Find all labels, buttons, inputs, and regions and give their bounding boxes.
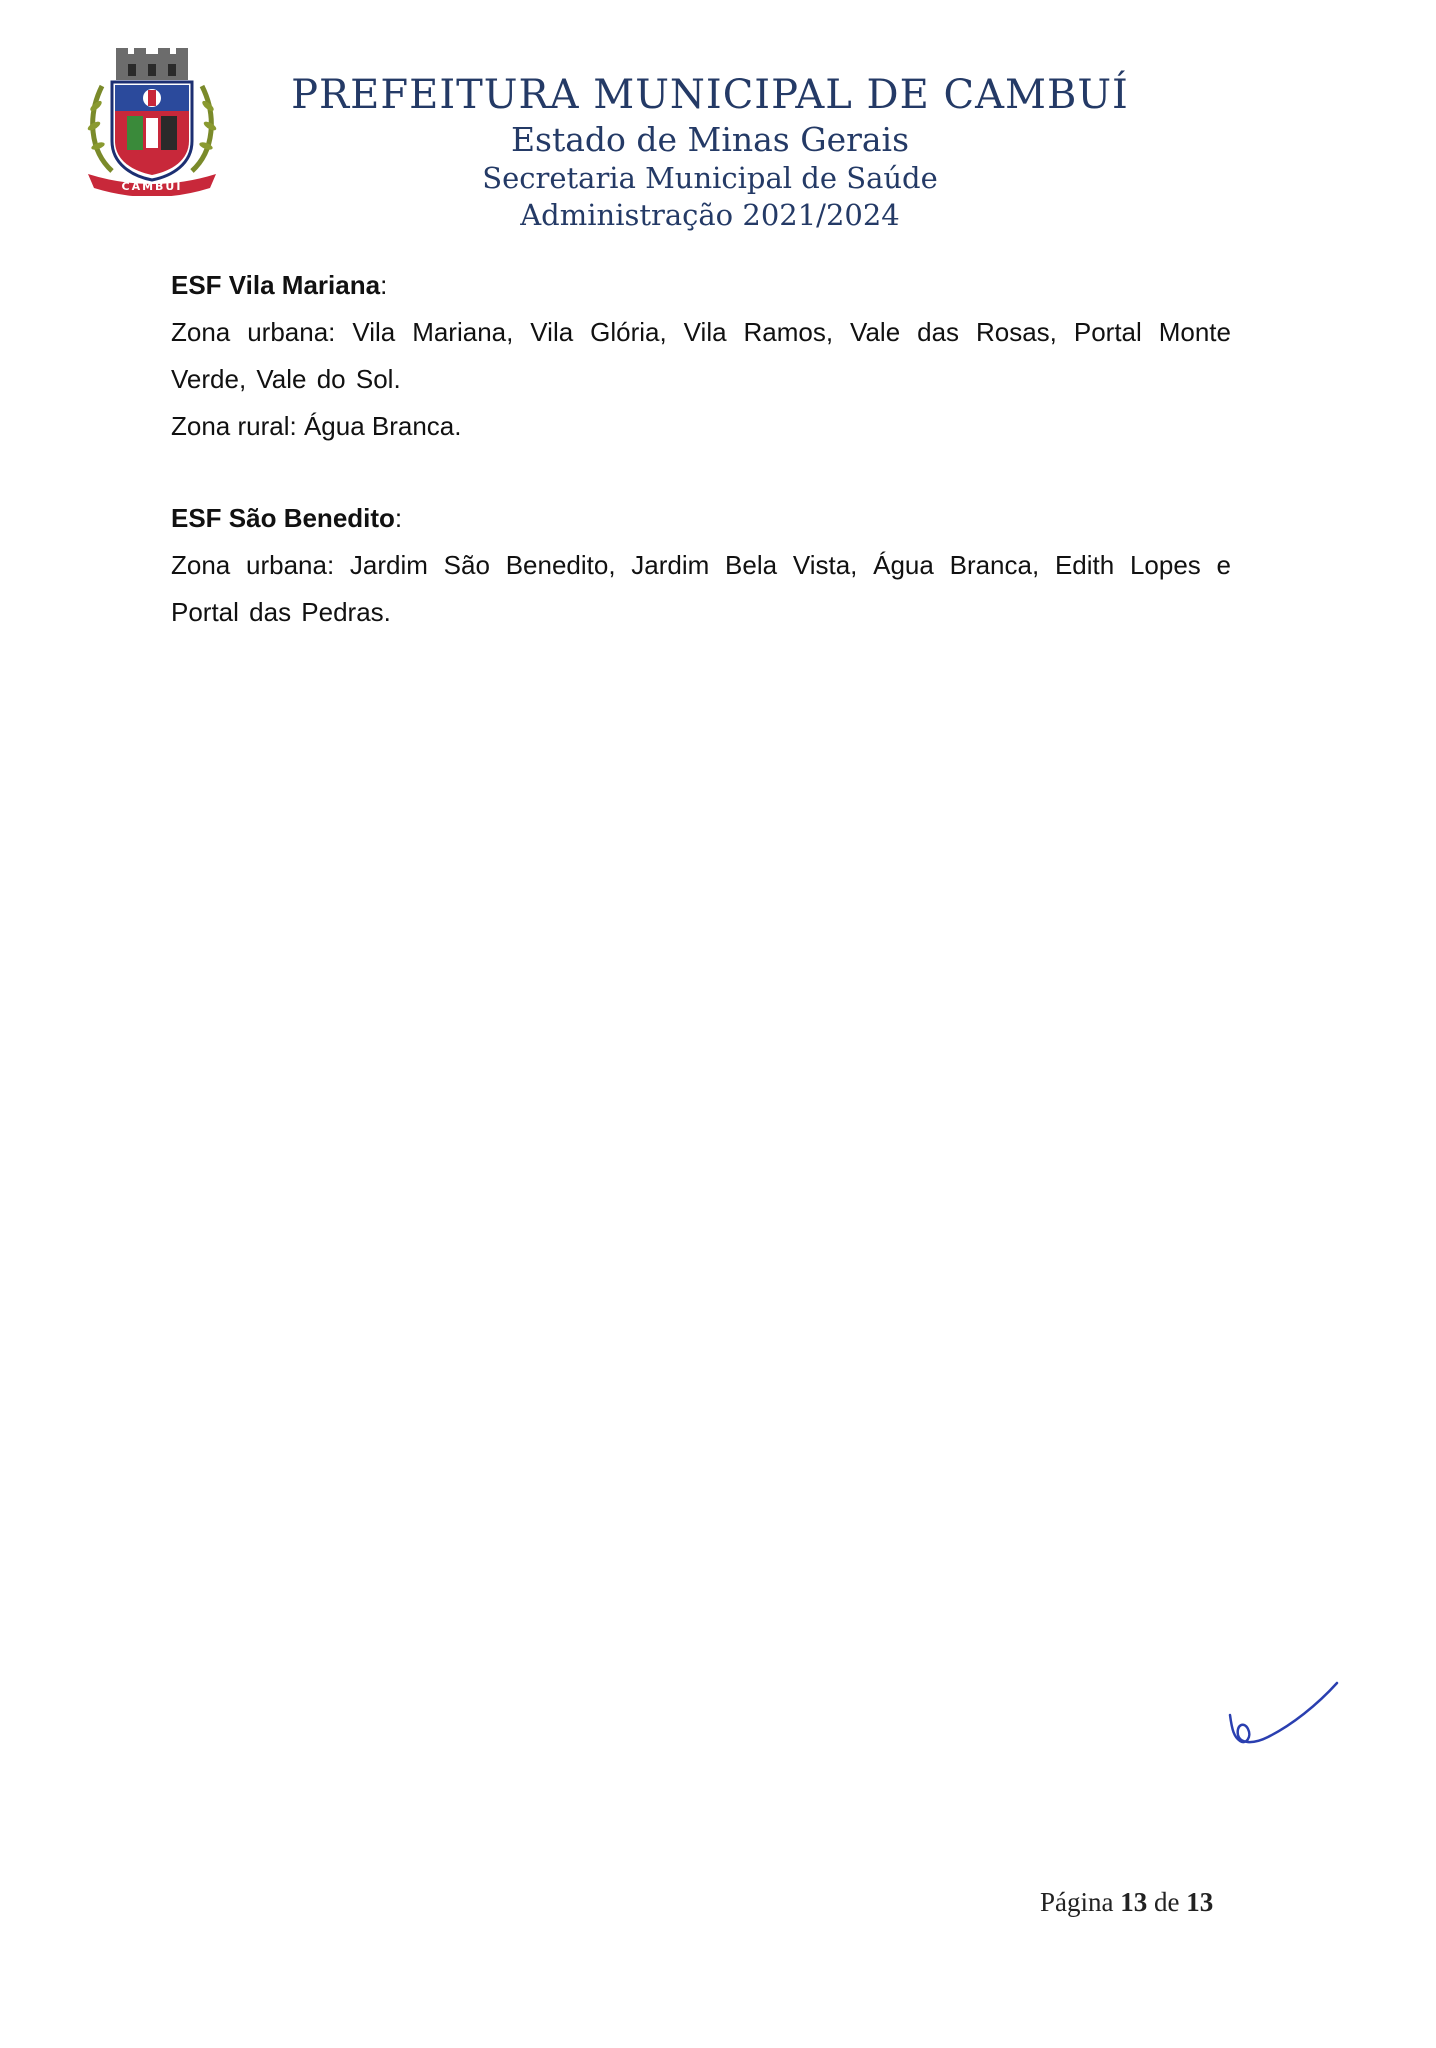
page-footer: [1040, 1887, 1213, 1918]
letterhead-title: PREFEITURA MUNICIPAL DE CAMBUÍ: [291, 72, 1129, 118]
esf-section: [171, 262, 1231, 450]
page-word: Página: [1040, 1887, 1114, 1917]
municipal-crest-logo: [82, 46, 222, 196]
handwritten-initial-mark: [1222, 1675, 1342, 1755]
page-number: 13: [1120, 1887, 1148, 1917]
urban-zone-text: Zona urbana: Jardim São Benedito, Jardim Bela Vista, Água Branca, Edith Lopes e Portal das Pedras.: [171, 550, 1231, 627]
esf-heading: ESF Vila Mariana:: [171, 270, 388, 300]
letterhead-administration: Administração 2021/2024: [520, 198, 900, 232]
esf-section: [171, 495, 1231, 636]
total-pages: 13: [1186, 1887, 1214, 1917]
urban-zone-text: Zona urbana: Vila Mariana, Vila Glória, Vila Ramos, Vale das Rosas, Portal Monte Verde, Vale do Sol.: [171, 317, 1231, 394]
esf-title: ESF São Benedito: [171, 503, 395, 533]
crest-banner-text: CAMBUÍ: [121, 180, 183, 193]
rural-zone-text: Zona rural: Água Branca.: [171, 411, 462, 441]
esf-title: ESF Vila Mariana: [171, 270, 381, 300]
letterhead-state: Estado de Minas Gerais: [510, 120, 910, 159]
letterhead-department: Secretaria Municipal de Saúde: [482, 161, 938, 195]
document-body: [171, 262, 1231, 636]
letterhead: [250, 70, 1170, 234]
of-word: de: [1154, 1887, 1180, 1917]
esf-heading: ESF São Benedito:: [171, 503, 403, 533]
